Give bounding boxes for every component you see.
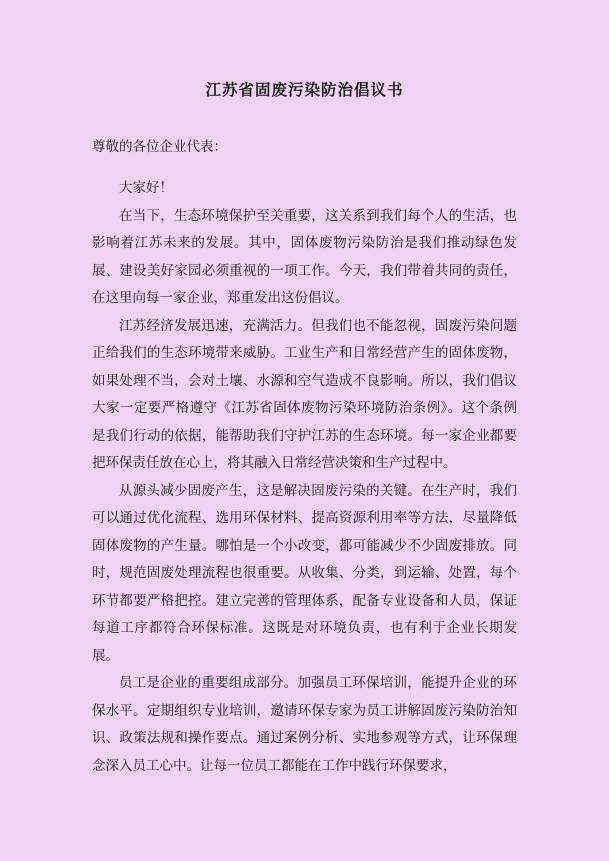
body-paragraph: 江苏经济发展迅速，充满活力。但我们也不能忽视，固废污染问题正给我们的生态环境带来威胁。工业生产和日常经营产生的固体废物，如果处理不当，会对土壤、水源和空气造成不良影响。所以，我们倡议大家一定要严格遵守《江苏省固体废物污染环境防治条例》。这个条例是我们行动的依据，能帮助我们守护江苏的生态环境。每一家企业都要把环保责任放在心上，将其融入日常经营决策和生产过程中。	[92, 317, 517, 471]
document-title: 江苏省固废污染防治倡议书	[205, 80, 404, 99]
salutation: 尊敬的各位企业代表：	[92, 139, 227, 155]
body-paragraph: 在当下，生态环境保护至关重要，这关系到我们每个人的生活，也影响着江苏未来的发展。其中，固体废物污染防治是我们推动绿色发展、建设美好家园必须重视的一项工作。今天，我们带着共同的责任，在这里向每一家企业，郑重发出这份倡议。	[92, 207, 517, 306]
body-paragraph: 员工是企业的重要组成部分。加强员工环保培训，能提升企业的环保水平。定期组织专业培训，邀请环保专家为员工讲解固废污染防治知识、政策法规和操作要点。通过案例分析、实地参观等方式，让环保理念深入员工心中。让每一位员工都能在工作中践行环保要求，	[92, 675, 517, 774]
document-body	[92, 175, 517, 780]
body-paragraph: 从源头减少固废产生，这是解决固废污染的关键。在生产时，我们可以通过优化流程、选用环保材料、提高资源利用率等方法，尽量降低固体废物的产生量。哪怕是一个小改变，都可能减少不少固废排放。同时，规范固废处理流程也很重要。从收集、分类，到运输、处置，每个环节都要严格把控。建立完善的管理体系，配备专业设备和人员，保证每道工序都符合环保标准。这既是对环境负责，也有利于企业长期发展。	[92, 482, 517, 664]
greeting-paragraph: 大家好！	[119, 180, 173, 196]
